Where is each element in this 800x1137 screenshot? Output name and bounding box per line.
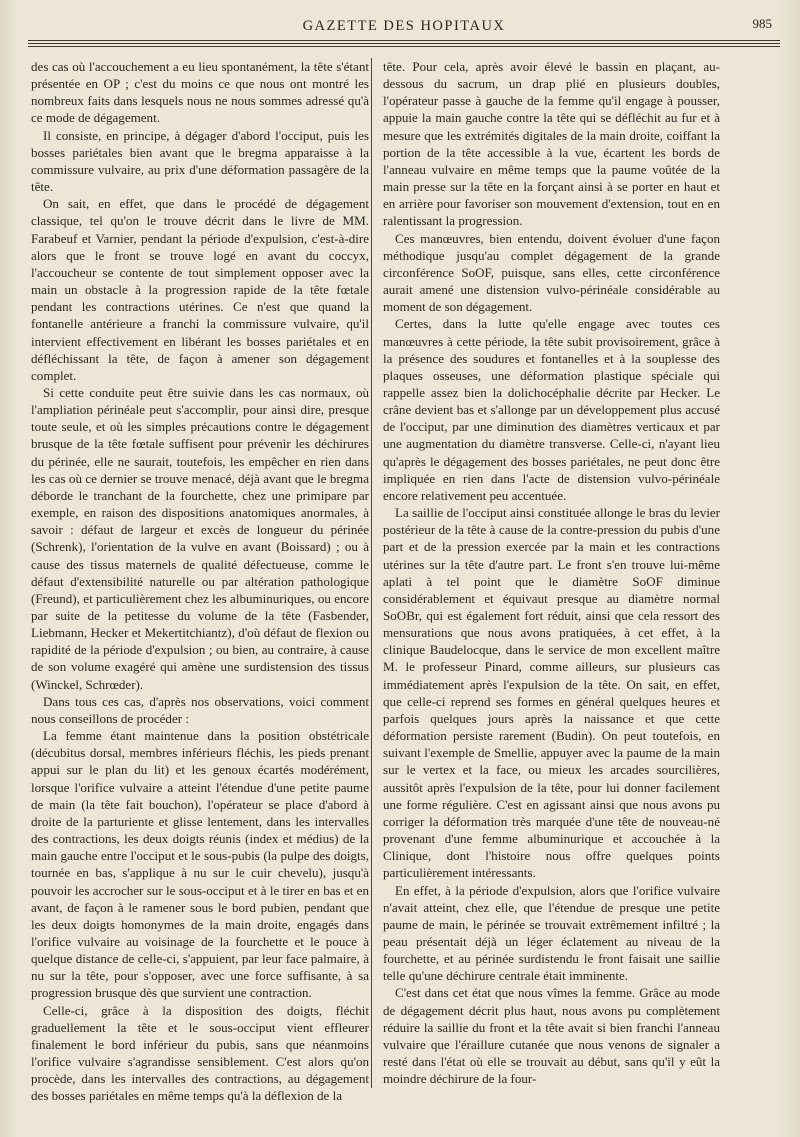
header-rule: [28, 40, 780, 41]
paragraph: On sait, en effet, que dans le procédé de dégagement classique, tel qu'on le trouve décrit dans le livre de MM. Farabeuf et Varnier, pendant la période d'expulsion, c'est-à-dire alors que le front se trouve logé en avant du coccyx, l'accoucheur se contente de tout simplement opposer avec la main un obstacle à la progression rapide de la tête fœtale pendant les contractions utérines. Ce n'est que quand la fontanelle antérieure a franchi la commissure vulvaire, qu'il intervient effectivement en libérant les bosses pariétales et en défléchissant la tête, de façon à amener son dégagement complet.: [31, 196, 369, 383]
paragraph: Ces manœuvres, bien entendu, doivent évoluer d'une façon méthodique jusqu'au complet dégagement de la grande circonférence SoOF, puisque, sans elles, cette circonférence aurait amené une distension vulvo-périnéale considérable au moment de son dégagement.: [383, 230, 720, 315]
paragraph: tête. Pour cela, après avoir élevé le bassin en plaçant, au-dessous du sacrum, un drap plié en plusieurs doubles, l'opérateur passe à gauche de la femme qu'il engage à pousser, appuie la main gauche contre la tête qui se défléchit au fur et à mesure que les extrémités digitales de la main droite, coiffant la portion de la tête accessible à la vue, écartent les bords de l'anneau vulvaire en même temps que la paume voûtée de la main presse sur la tête en la forçant ainsi à se porter en haut et en arrière pour favoriser son mouvement d'extension, tout en en ralentissant la progression.: [383, 59, 720, 229]
column-divider: [371, 58, 372, 1088]
publication-title: GAZETTE DES HOPITAUX: [302, 18, 506, 34]
paragraph: Certes, dans la lutte qu'elle engage avec toutes ces manœuvres à cette période, la tête subit provisoirement, grâce à la présence des soudures et fontanelles et à la souplesse des plaques osseuses, une déformation plastique spéciale qui rappelle assez bien la dolichocéphalie décrite par Hecker. Le crâne devient bas et s'allonge par un développement plus accusé de l'occiput, par une diminution des diamètres verticaux et par une augmentation du diamètre transverse. Celle-ci, n'ayant lieu qu'après le dégagement des bosses pariétales, ne peut donc être impliquée en rien dans l'acte de distension vulvo-périnéale encore relativement peu accentuée.: [383, 316, 720, 503]
right-column: [383, 58, 720, 1087]
paragraph: Il consiste, en principe, à dégager d'abord l'occiput, puis les bosses pariétales bien avant que le bregma apparaisse à la commissure vulvaire, au prix d'une déformation passagère de la tête.: [31, 127, 369, 195]
paragraph: La femme étant maintenue dans la position obstétricale (décubitus dorsal, membres inférieurs fléchis, les pieds prenant appui sur le plan du lit) et les genoux écartés modérément, lorsque l'orifice vulvaire a atteint l'étendue d'une petite paume de main (la tête fait bouchon), l'opérateur se place d'abord à droite de la parturiente et glisse lentement, dans les intervalles des contractions, les deux doigts réunis (index et médius) de la main gauche entre l'occiput et le sous-pubis (la pulpe des doigts, tournée en bas, s'applique à nu sur le cuir chevelu), jusqu'à pouvoir les accrocher sur le sous-occiput et à le tirer en bas et en avant, de façon à le ramener sous le bord pubien, pendant que les deux doigts homonymes de la main droite, engagés dans l'orifice vulvaire au voisinage de la fourchette et le pouce à quelque distance de celle-ci, s'appuient, par leur face palmaire, à nu sur la tête, pour s'opposer, avec une force suffisante, à sa progression brusque dès que survient une contraction.: [31, 728, 369, 1001]
paragraph: La saillie de l'occiput ainsi constituée allonge le bras du levier postérieur de la tête à cause de la contre-pression du pubis d'une part et de la pression exercée par la main et les contractions utérines sur la tête d'autre part. Le front s'en trouve lui-même aplati à tel point que le diamètre SoOF diminue considérablement et équivaut presque au diamètre normal SoOBr, qui est également fort réduit, ainsi que cela ressort des mensurations que nous avons pratiquées, à cet effet, à la clinique Baudelocque, dans le service de mon excellent maître M. le professeur Pinard, comme ailleurs, sur plusieurs cas immédiatement après l'expulsion de la tête. On sait, en effet, que celle-ci reprend ses formes en général quelques heures et parfois quelques jours après la naissance et que cette déformation persiste rarement (Budin). On peut toutefois, en suivant l'exemple de Smellie, appuyer avec la paume de la main sur le vertex et la face, ou mieux les arcades sourcilières, aussitôt après l'expulsion de la tête, pour lui donner facilement une forme régulière. C'est en agissant ainsi que nous avons pu corriger la déformation très marquée d'une tête de nouveau-né provenant d'une femme albuminurique et accouchée à la Clinique, dont l'histoire nous offre quelques points particulièrement intéressants.: [383, 505, 720, 881]
paragraph: C'est dans cet état que nous vîmes la femme. Grâce au mode de dégagement décrit plus haut, nous avons pu complètement réduire la saillie du front et la tête avait si bien franchi l'anneau vulvaire que l'éraillure cutanée que nous venons de signaler a resté dans l'état où elle se trouvait au début, sans qu'il y eût la moindre déchirure de la four-: [383, 985, 720, 1087]
paragraph: Dans tous ces cas, d'après nos observations, voici comment nous conseillons de procéder :: [31, 693, 369, 726]
paragraph: Si cette conduite peut être suivie dans les cas normaux, où l'ampliation périnéale peut s'accomplir, pour ainsi dire, presque toute seule, et où les simples précautions contre le dégagement brusque de la tête fœtale suffisent pour prévenir les déchirures du périnée, elle ne saurait, toutefois, les empêcher en rien dans les cas où ce dernier se trouve menacé, déjà avant que le bregma déborde le tranchant de la fourchette, chez une primipare par exemple, en raison des dispositions anatomiques anormales, à savoir : défaut de largeur et excès de longueur du périnée (Schrenk), l'orientation de la vulve en avant (Boissard) ; ou à cause des tissus maternels de qualité défectueuse, comme le défaut d'extensibilité naturelle ou par altération pathologique (Freund), et particulièrement chez les albuminuriques, ou encore par suite de la petitesse du volume de la tête (Fasbender, Liebmann, Hecker et Mekertitchiantz), d'où défaut de flexion ou rapidité de la période d'expulsion ; ou bien, au contraire, à cause de son volume exagéré qui amène une surdistension des tissus (Winckel, Schrœder).: [31, 384, 369, 692]
paragraph: En effet, à la période d'expulsion, alors que l'orifice vulvaire n'avait atteint, chez elle, que l'étendue de presque une petite paume de main, le périnée se trouvait extrêmement infiltré ; la peau présentait déjà un léger éclatement au niveau de la fourchette, et au périnée surdistendu le front faisait une saillie telle qu'une déchirure centrale était imminente.: [383, 882, 720, 984]
paragraph: Celle-ci, grâce à la disposition des doigts, fléchit graduellement la tête et le sous-occiput vient effleurer finalement le bord inférieur du pubis, sans que néanmoins l'orifice vulvaire s'agrandisse sensiblement. C'est alors qu'on procède, dans les intervalles des contractions, au dégagement des bosses pariétales en même temps qu'à la déflexion de la: [31, 1002, 369, 1104]
page-number: 985: [752, 16, 772, 31]
header-rule: [28, 46, 780, 47]
paragraph: des cas où l'accouchement a eu lieu spontanément, la tête s'étant présentée en OP ; c'est du moins ce que nous ont montré les nombreux faits dans lesquels nous ne nous sommes adressé qu'à ce mode de dégagement.: [31, 59, 369, 126]
header-rule: [28, 43, 780, 44]
left-column: [31, 58, 369, 1105]
page-header: [28, 14, 780, 40]
